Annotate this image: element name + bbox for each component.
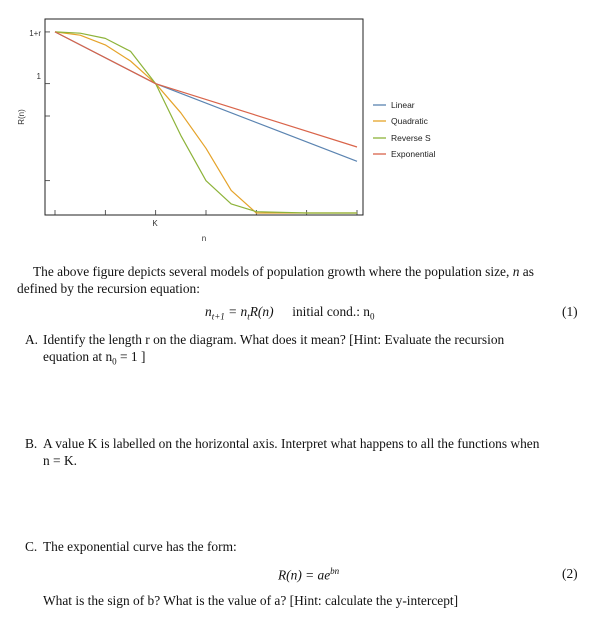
intro-paragraph	[17, 263, 585, 297]
legend-label-quadratic: Quadratic	[391, 116, 428, 126]
question-c-followup: What is the sign of b? What is the value of a? [Hint: calculate the y-intercept]	[43, 593, 459, 608]
equation-2-number: (2)	[562, 566, 578, 581]
question-a-line1: Identify the length r on the diagram. What does it mean? [Hint: Evaluate the recursion	[43, 332, 505, 347]
question-a-line2: equation at n	[43, 349, 113, 364]
question-b	[25, 435, 585, 469]
eq2-exp: bn	[330, 566, 340, 576]
eq1-sub2: t	[247, 311, 250, 322]
legend-label-exponential: Exponential	[391, 149, 436, 159]
x-axis-label: n	[201, 234, 207, 243]
legend	[373, 100, 436, 159]
legend-label-reverse-s: Reverse S	[391, 133, 431, 143]
question-a-sub: 0	[112, 356, 117, 367]
population-growth-chart	[0, 0, 607, 250]
question-b-line1: A value K is labelled on the horizontal axis. Interpret what happens to all the functions when	[43, 436, 540, 451]
question-a-label: A.	[25, 332, 39, 347]
equation-1-number: (1)	[562, 304, 578, 319]
question-b-line2: n = K.	[43, 453, 77, 468]
question-c-label: C.	[25, 539, 38, 554]
eq1-lhs: n	[205, 304, 212, 319]
eq1-sub1: t+1	[211, 311, 225, 322]
eq1-mid: = n	[224, 304, 248, 319]
legend-label-linear: Linear	[391, 100, 415, 110]
y-tick-label-1: 1	[36, 72, 41, 81]
y-axis-label: R(n)	[17, 109, 26, 125]
intro-text-1: The above figure depicts several models of population growth where the population size,	[33, 264, 513, 279]
intro-text-1-end: as	[519, 264, 534, 279]
equation-2	[278, 566, 339, 583]
eq2-lhs: R(n) = ae	[278, 567, 331, 583]
question-b-label: B.	[25, 436, 38, 451]
question-a	[25, 331, 585, 371]
eq1-cond: initial cond.: n	[292, 304, 370, 319]
eq1-rhs: R(n)	[249, 304, 274, 319]
intro-var-n: n	[512, 264, 520, 279]
y-tick-label-1-plus-r: 1+r	[29, 29, 41, 38]
intro-text-2: defined by the recursion equation:	[17, 281, 200, 296]
question-a-line2-end: = 1 ]	[116, 349, 146, 364]
eq1-cond-sub: 0	[369, 311, 375, 322]
equation-1	[205, 304, 374, 322]
plot-frame	[45, 19, 363, 215]
x-tick-label-k: K	[152, 219, 158, 228]
question-c-line1: The exponential curve has the form:	[43, 539, 237, 554]
question-c	[25, 538, 585, 555]
